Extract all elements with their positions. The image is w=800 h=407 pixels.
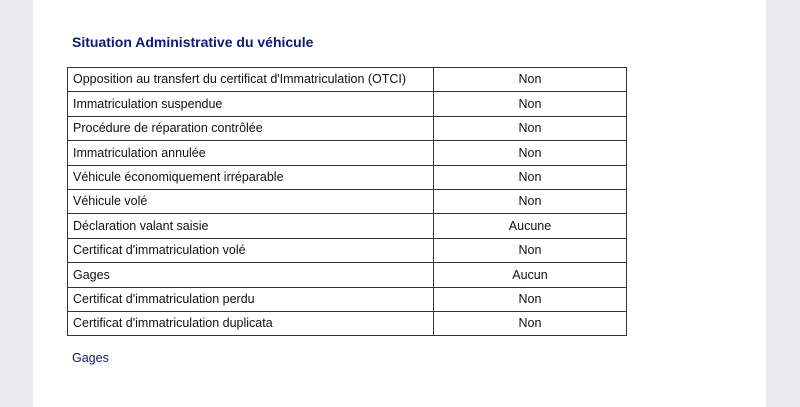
row-label: Certificat d'immatriculation volé (68, 238, 434, 262)
row-value: Non (434, 189, 627, 213)
row-label: Déclaration valant saisie (68, 214, 434, 238)
row-label: Immatriculation annulée (68, 141, 434, 165)
row-value: Non (434, 141, 627, 165)
section-title: Situation Administrative du véhicule (72, 34, 314, 50)
row-label: Gages (68, 263, 434, 287)
row-value: Non (434, 92, 627, 116)
row-label: Véhicule volé (68, 189, 434, 213)
row-value: Non (434, 238, 627, 262)
document-page (33, 0, 766, 407)
table-row (68, 311, 627, 335)
table-row (68, 263, 627, 287)
table-row (68, 116, 627, 140)
table-row (68, 238, 627, 262)
row-value: Non (434, 68, 627, 92)
table-row (68, 141, 627, 165)
gages-section-heading: Gages (72, 351, 109, 365)
table-row (68, 165, 627, 189)
row-value: Aucun (434, 263, 627, 287)
table-row (68, 214, 627, 238)
row-value: Non (434, 165, 627, 189)
row-label: Immatriculation suspendue (68, 92, 434, 116)
row-label: Procédure de réparation contrôlée (68, 116, 434, 140)
row-label: Véhicule économiquement irréparable (68, 165, 434, 189)
administrative-status-table (67, 67, 627, 336)
row-label: Certificat d'immatriculation duplicata (68, 311, 434, 335)
row-value: Non (434, 287, 627, 311)
row-label: Opposition au transfert du certificat d'Immatriculation (OTCI) (68, 68, 434, 92)
row-value: Aucune (434, 214, 627, 238)
table-row (68, 92, 627, 116)
table-row (68, 189, 627, 213)
table-row (68, 287, 627, 311)
row-label: Certificat d'immatriculation perdu (68, 287, 434, 311)
table-row (68, 68, 627, 92)
row-value: Non (434, 116, 627, 140)
row-value: Non (434, 311, 627, 335)
